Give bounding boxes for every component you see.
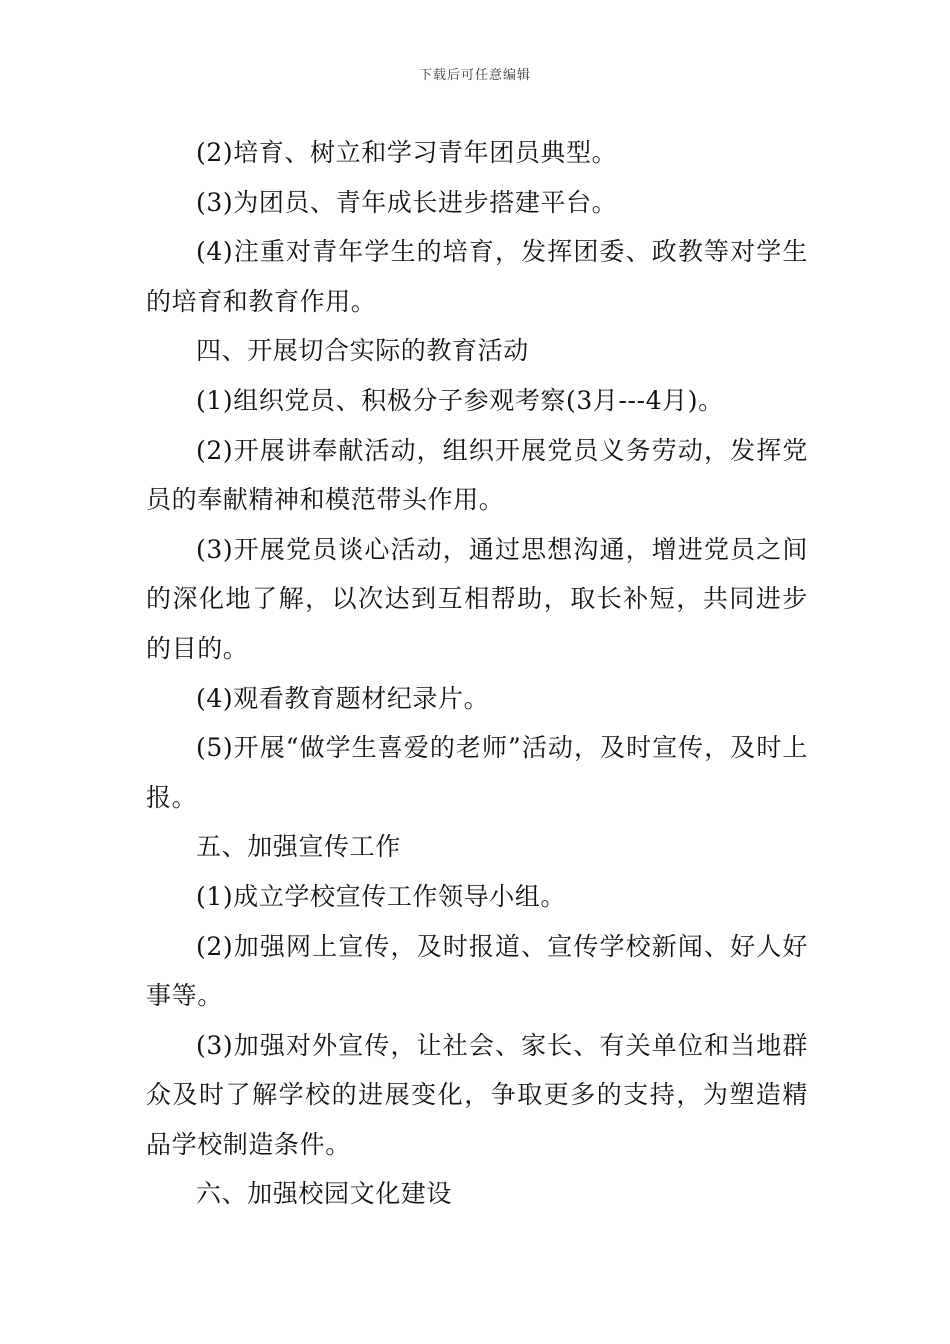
document-body (146, 128, 808, 1219)
paragraph-item-1-visit: (1)组织党员、积极分子参观考察(3月---4月)。 (196, 385, 724, 415)
paragraph-item-2-online: (2)加强网上宣传，及时报道、宣传学校新闻、好人好事等。 (146, 931, 808, 1011)
section-heading-4: 四、开展切合实际的教育活动 (196, 336, 529, 366)
page-header-note: 下载后可任意编辑 (418, 68, 531, 83)
paragraph-item-2-model: (2)培育、树立和学习青年团员典型。 (196, 138, 618, 167)
section-heading-5: 五、加强宣传工作 (196, 832, 401, 862)
paragraph-item-4-documentary: (4)观看教育题材纪录片。 (196, 683, 490, 713)
paragraph-item-3-platform: (3)为团员、青年成长进步搭建平台。 (196, 187, 618, 217)
section-heading-6: 六、加强校园文化建设 (196, 1179, 453, 1209)
paragraph-item-5-teacher: (5)开展“做学生喜爱的老师”活动，及时宣传，及时上报。 (146, 733, 808, 812)
paragraph-item-3-talk: (3)开展党员谈心活动，通过思想沟通，增进党员之间的深化地了解，以次达到互相帮助，取长补短，共同进步的目的。 (146, 534, 808, 663)
paragraph-item-4-cultivation: (4)注重对青年学生的培育，发挥团委、政教等对学生的培育和教育作用。 (146, 237, 808, 316)
paragraph-item-3-external: (3)加强对外宣传，让社会、家长、有关单位和当地群众及时了解学校的进展变化，争取更多的支持，为塑造精品学校制造条件。 (146, 1030, 808, 1159)
paragraph-item-2-dedication: (2)开展讲奉献活动，组织开展党员义务劳动，发挥党员的奉献精神和模范带头作用。 (146, 435, 808, 515)
paragraph-item-1-group: (1)成立学校宣传工作领导小组。 (196, 881, 567, 911)
